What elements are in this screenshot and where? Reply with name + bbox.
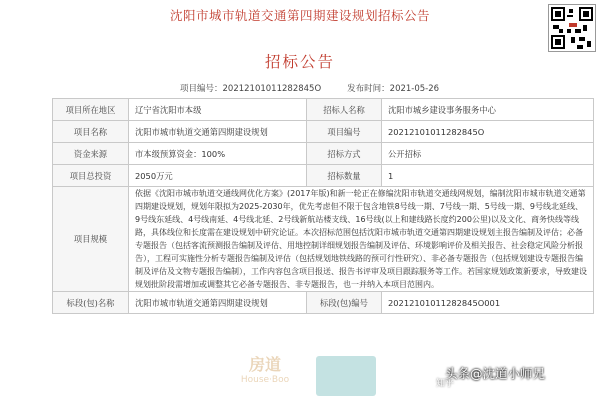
bid-info-table	[52, 98, 594, 314]
cell-value: 沈阳市城乡建设事务服务中心	[382, 99, 594, 121]
table-row	[53, 121, 594, 143]
cell-value: 市本级预算资金：100%	[129, 143, 307, 165]
cell-label: 项目名称	[53, 121, 129, 143]
cell-value: 公开招标	[382, 143, 594, 165]
table-row	[53, 143, 594, 165]
cell-label: 项目编号	[307, 121, 382, 143]
cell-label: 招标数量	[307, 165, 382, 187]
project-number: 项目编号：20212101011282845O	[180, 84, 322, 94]
logo-watermark	[316, 356, 376, 396]
house-watermark: 房道 House·Boo	[240, 355, 290, 385]
qr-code-icon	[548, 4, 596, 52]
toutiao-watermark: 头条@沈道小师兄	[445, 366, 546, 381]
cell-value: 2050万元	[129, 165, 307, 187]
cell-value: 沈阳市城市轨道交通第四期建设规划	[129, 121, 307, 143]
table-row	[53, 99, 594, 121]
zhihu-watermark: 知乎	[436, 379, 455, 389]
cell-value: 沈阳市城市轨道交通第四期建设规划	[129, 292, 307, 314]
cell-label: 项目所在地区	[53, 99, 129, 121]
table-row-scope	[53, 187, 594, 292]
table-row	[53, 292, 594, 314]
cell-value: 20212101011282845O001	[382, 292, 594, 314]
announcement-meta	[180, 82, 480, 94]
scope-text: 依据《沈阳市城市轨道交通线网优化方案》(2017年版)和新一轮正在修编沈阳市轨道交通线网规划，编制沈阳市城市轨道交通第四期建设规划，规划年限拟为2025-2030年，优先考虑但不限于包含地铁8号线一期、7号线一期、5号线一期、9号线北延线、9号线东延线、4号线南延、4号线北延、2号线新航站楼支线、16号线(以上和建线路长度约200公里)以及文化、商务快线等线路，具体线位和长度需在建设规划中研究论证。本次招标范围包括沈阳市城市轨道交通第四期建设规划主报告编制及评估；必备专题报告（包括客流预测报告编制及评估、用地控制详细规划报告编制及评估、环境影响评价及相关报告、社会稳定风险分析报告），工程可实施性分析专题报告编制及评估（包括规划地铁线路的预可行性研究）、非必备专题报告（包括规划建设专题报告编制及评估及文物专题报告编制），工作内容包含项目报送、报告书评审及项目跟踪服务等工作。若国家规划政策新要求，导致建设规划批阶段需增加或调整其它必备专题报告、非专题报告，也一并纳入本项目范围内。	[129, 187, 594, 292]
cell-label: 招标人名称	[307, 99, 382, 121]
cell-label: 项目总投资	[53, 165, 129, 187]
publish-date: 发布时间：2021-05-26	[347, 84, 440, 94]
page-subtitle: 招标公告	[264, 53, 335, 71]
cell-label: 招标方式	[307, 143, 382, 165]
cell-label: 标段(包)编号	[307, 292, 382, 314]
cell-value: 1	[382, 165, 594, 187]
page-title: 沈阳市城市轨道交通第四期建设规划招标公告	[169, 8, 430, 23]
cell-label: 标段(包)名称	[53, 292, 129, 314]
scope-label: 项目规模	[53, 187, 129, 292]
cell-label: 资金来源	[53, 143, 129, 165]
cell-value: 20212101011282845O	[382, 121, 594, 143]
cell-value: 辽宁省沈阳市本级	[129, 99, 307, 121]
table-row	[53, 165, 594, 187]
